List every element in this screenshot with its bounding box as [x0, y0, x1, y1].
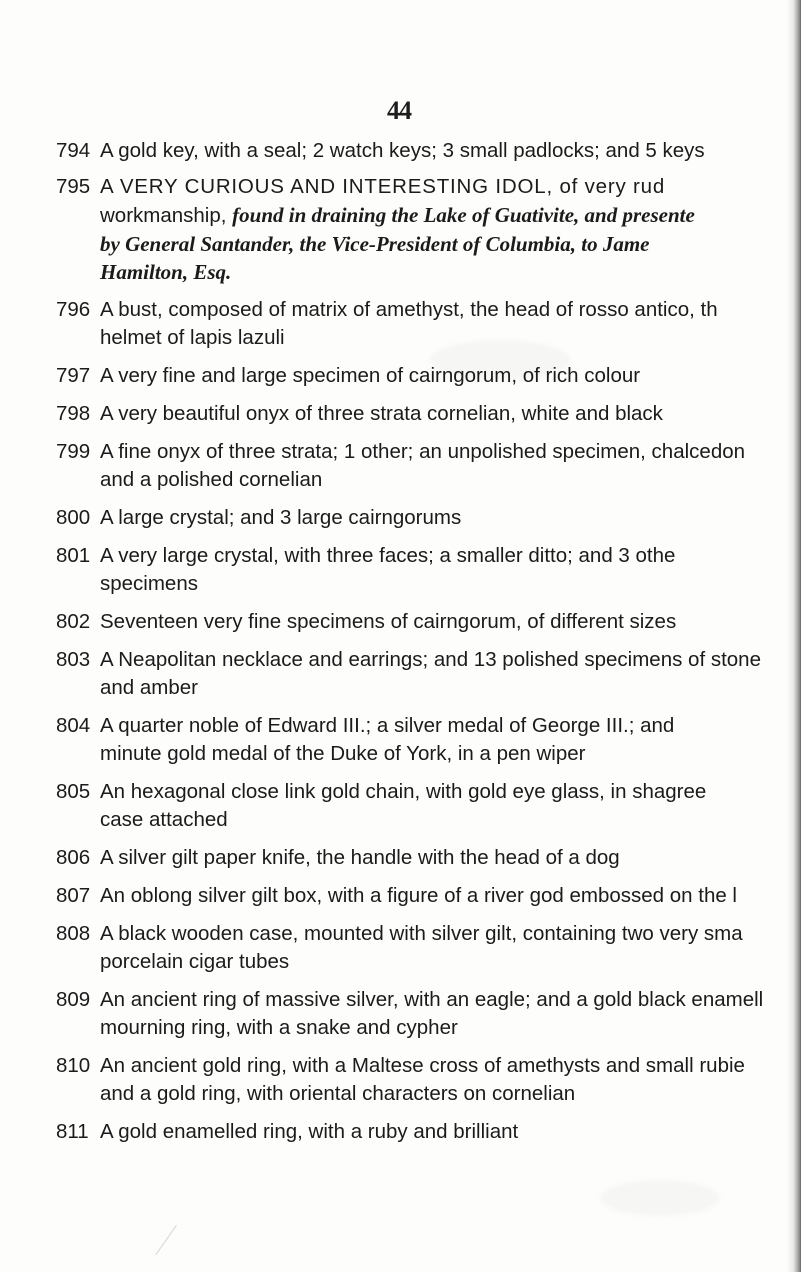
lot-number: 797: [56, 364, 91, 387]
lot-number: 795: [56, 175, 91, 198]
lot-entry: [56, 400, 801, 428]
lot-entry: [56, 1118, 801, 1146]
lot-description-line: minute gold medal of the Duke of York, in a pen wiper: [100, 742, 586, 765]
lot-description-line: An ancient ring of massive silver, with an eagle; and a gold black enamell: [100, 988, 764, 1011]
paper-mark: [155, 1225, 177, 1256]
lot-description-line: A very large crystal, with three faces; a smaller ditto; and 3 othe: [100, 544, 676, 567]
page-number: 44: [387, 96, 411, 125]
lot-number: 802: [56, 610, 91, 633]
lot-description-line: and a polished cornelian: [100, 468, 323, 491]
lot-description-line: A quarter noble of Edward III.; a silver medal of George III.; and: [100, 714, 675, 737]
lot-number: 800: [56, 506, 91, 529]
lot-description-line: and amber: [100, 676, 199, 699]
lot-description-line: by General Santander, the Vice-President of Columbia, to Jame: [100, 232, 650, 256]
lot-number: 801: [56, 544, 91, 567]
lot-description-line: A fine onyx of three strata; 1 other; an unpolished specimen, chalcedon: [100, 440, 746, 463]
lot-description-line: A very fine and large specimen of cairngorum, of rich colour: [100, 364, 641, 387]
lot-description-line: mourning ring, with a snake and cypher: [100, 1016, 458, 1039]
lot-description-line: Seventeen very fine specimens of cairngorum, of different sizes: [100, 610, 677, 633]
lot-number: 808: [56, 922, 91, 945]
lot-entry: [56, 608, 801, 636]
lot-number: 794: [56, 139, 91, 162]
lot-entry: [56, 712, 801, 768]
lot-description-line: An ancient gold ring, with a Maltese cross of amethysts and small rubie: [100, 1054, 745, 1077]
lot-entry: [56, 778, 801, 834]
lot-entry: [56, 986, 801, 1042]
lot-description-line: A large crystal; and 3 large cairngorums: [100, 506, 462, 529]
lot-number: 803: [56, 648, 91, 671]
lot-entry: [56, 504, 801, 532]
lot-description-line: helmet of lapis lazuli: [100, 326, 285, 349]
lot-entry: [56, 542, 801, 598]
lot-description-line: A bust, composed of matrix of amethyst, the head of rosso antico, th: [100, 298, 718, 321]
lot-description-line: and a gold ring, with oriental characters on cornelian: [100, 1082, 576, 1105]
lot-description-line: A gold key, with a seal; 2 watch keys; 3 small padlocks; and 5 keys: [100, 139, 705, 162]
lot-number: 804: [56, 714, 91, 737]
lot-list: [56, 137, 801, 1156]
lot-number: 811: [56, 1120, 89, 1143]
lot-entry: [56, 646, 801, 702]
lot-description-line: porcelain cigar tubes: [100, 950, 290, 973]
lot-description-text: workmanship,: [100, 204, 227, 227]
lot-entry: [56, 920, 801, 976]
lot-number: 798: [56, 402, 91, 425]
lot-entry: [56, 296, 801, 352]
lot-description-line: case attached: [100, 808, 228, 831]
lot-description-line: specimens: [100, 572, 198, 595]
lot-number: 810: [56, 1054, 91, 1077]
lot-entry: [56, 1052, 801, 1108]
lot-entry: [56, 173, 801, 286]
lot-description-line: An oblong silver gilt box, with a figure of a river god embossed on the l: [100, 884, 737, 907]
lot-description-line: [56, 201, 801, 230]
lot-number: 796: [56, 298, 91, 321]
lot-description-line: A Neapolitan necklace and earrings; and 13 polished specimens of stone: [100, 648, 761, 671]
lot-number: 805: [56, 780, 91, 803]
lot-description-line: A black wooden case, mounted with silver gilt, containing two very sma: [100, 922, 743, 945]
lot-number: 809: [56, 988, 91, 1011]
lot-description-line: An hexagonal close link gold chain, with gold eye glass, in shagree: [100, 780, 707, 803]
lot-description-line: A VERY CURIOUS AND INTERESTING IDOL, of very rud: [100, 175, 666, 198]
lot-number: 799: [56, 440, 91, 463]
paper-stain: [600, 1180, 720, 1216]
lot-entry: [56, 844, 801, 872]
lot-description-line: A gold enamelled ring, with a ruby and brilliant: [100, 1120, 519, 1143]
lot-number: 806: [56, 846, 91, 869]
lot-entry: [56, 137, 801, 165]
lot-description-italic: found in draining the Lake of Guativite, and presente: [232, 203, 695, 227]
lot-entry: [56, 438, 801, 494]
lot-description-line: Hamilton, Esq.: [100, 260, 232, 284]
lot-number: 807: [56, 884, 91, 907]
lot-description-line: A very beautiful onyx of three strata cornelian, white and black: [100, 402, 663, 425]
lot-entry: [56, 362, 801, 390]
lot-description-line: A silver gilt paper knife, the handle with the head of a dog: [100, 846, 620, 869]
lot-entry: [56, 882, 801, 910]
